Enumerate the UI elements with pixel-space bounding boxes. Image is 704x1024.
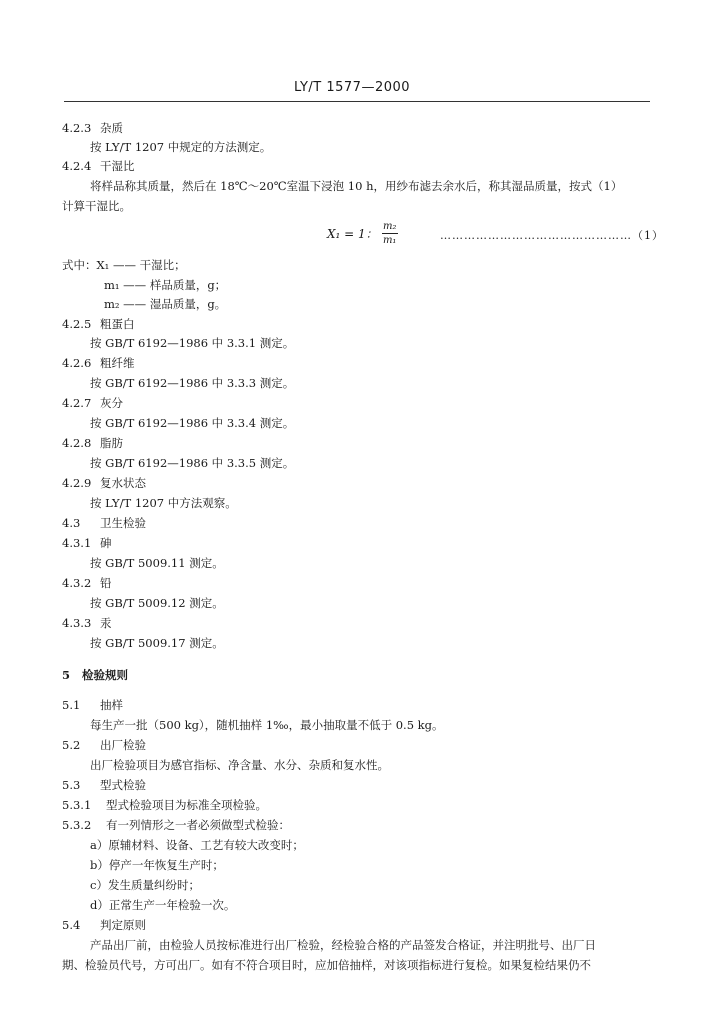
clause-5-3-2-heading: 5.3.2 有一列情形之一者必须做型式检验： [62, 818, 290, 832]
clause-4-3-3-heading: 4.3.3 汞 [62, 616, 112, 630]
page-header: LY/T 1577—2000 [293, 80, 411, 95]
clause-4-2-5-heading: 4.2.5 粗蛋白 [62, 317, 135, 331]
clause-5-3-1-heading: 5.3.1 型式检验项目为标准全项检验。 [62, 798, 267, 812]
clause-4-2-6-heading: 4.2.6 粗纤维 [62, 356, 135, 370]
where-m1: m₁ —— 样品质量，g； [104, 278, 227, 292]
clause-5-2-heading: 5.2 出厂检验 [62, 738, 146, 752]
where-m2: m₂ —— 湿品质量，g。 [104, 297, 227, 311]
clause-4-2-3-heading: 4.2.3 杂质 [62, 121, 123, 135]
clause-4-3-1-heading: 4.3.1 砷 [62, 536, 112, 550]
clause-5-4-text-cont: 期、检验员代号，方可出厂。如有不符合项目时，应加倍抽样，对该项指标进行复检。如果复检结果仍不 [62, 958, 591, 972]
equation-number: …………………………………………（1） [440, 229, 664, 242]
formula-fraction: $\frac{\text{m₂}}{\text{m₁}}$ [382, 221, 397, 246]
clause-5-4-text: 产品出厂前，由检验人员按标准进行出厂检验，经检验合格的产品签发合格证，并注明批号、出厂日 [90, 938, 596, 952]
clause-4-3-3-text: 按 GB/T 5009.17 测定。 [90, 636, 224, 650]
clause-4-2-7-heading: 4.2.7 灰分 [62, 396, 123, 410]
clause-5-3-heading: 5.3 型式检验 [62, 778, 146, 792]
list-item-b: b）停产一年恢复生产时； [90, 858, 224, 872]
clause-4-2-5-text: 按 GB/T 6192—1986 中 3.3.1 测定。 [90, 336, 295, 350]
list-item-c: c）发生质量纠纷时； [90, 878, 200, 892]
clause-4-3-2-text: 按 GB/T 5009.12 测定。 [90, 596, 224, 610]
where-x1: 式中：X₁ —— 干湿比； [62, 258, 186, 272]
clause-4-2-8-text: 按 GB/T 6192—1986 中 3.3.5 测定。 [90, 456, 295, 470]
clause-4-2-9-heading: 4.2.9 复水状态 [62, 476, 146, 490]
clause-4-3-2-heading: 4.3.2 铅 [62, 576, 112, 590]
clause-4-2-9-text: 按 LY/T 1207 中方法观察。 [90, 496, 237, 510]
clause-4-2-8-heading: 4.2.8 脂肪 [62, 436, 123, 450]
dry-wet-ratio-formula: X₁ = 1： $\frac{\text{m₂}}{\text{m₁}}$ [327, 221, 397, 246]
clause-5-1-heading: 5.1 抽样 [62, 698, 123, 712]
clause-4-2-4-text-cont: 计算干湿比。 [62, 199, 131, 213]
list-item-d: d）正常生产一年检验一次。 [90, 898, 236, 912]
clause-4-2-4-heading: 4.2.4 干湿比 [62, 159, 135, 173]
clause-4-2-4-text: 将样品称其质量，然后在 18℃～20℃室温下浸泡 10 h，用纱布滤去余水后，称其湿品质量，按式（1） [90, 179, 623, 193]
list-item-a: a）原辅材料、设备、工艺有较大改变时； [90, 838, 304, 852]
clause-5-4-heading: 5.4 判定原则 [62, 918, 146, 932]
clause-5-2-text: 出厂检验项目为感官指标、净含量、水分、杂质和复水性。 [90, 758, 389, 772]
clause-4-2-6-text: 按 GB/T 6192—1986 中 3.3.3 测定。 [90, 376, 295, 390]
section-5-heading: 5 检验规则 [62, 668, 128, 682]
clause-4-2-3-text: 按 LY/T 1207 中规定的方法测定。 [90, 140, 272, 154]
clause-4-2-7-text: 按 GB/T 6192—1986 中 3.3.4 测定。 [90, 416, 295, 430]
clause-4-3-1-text: 按 GB/T 5009.11 测定。 [90, 556, 224, 570]
clause-4-3-heading: 4.3 卫生检验 [62, 516, 146, 530]
clause-5-1-text: 每生产一批（500 kg），随机抽样 1‰，最小抽取量不低于 0.5 kg。 [90, 718, 444, 732]
